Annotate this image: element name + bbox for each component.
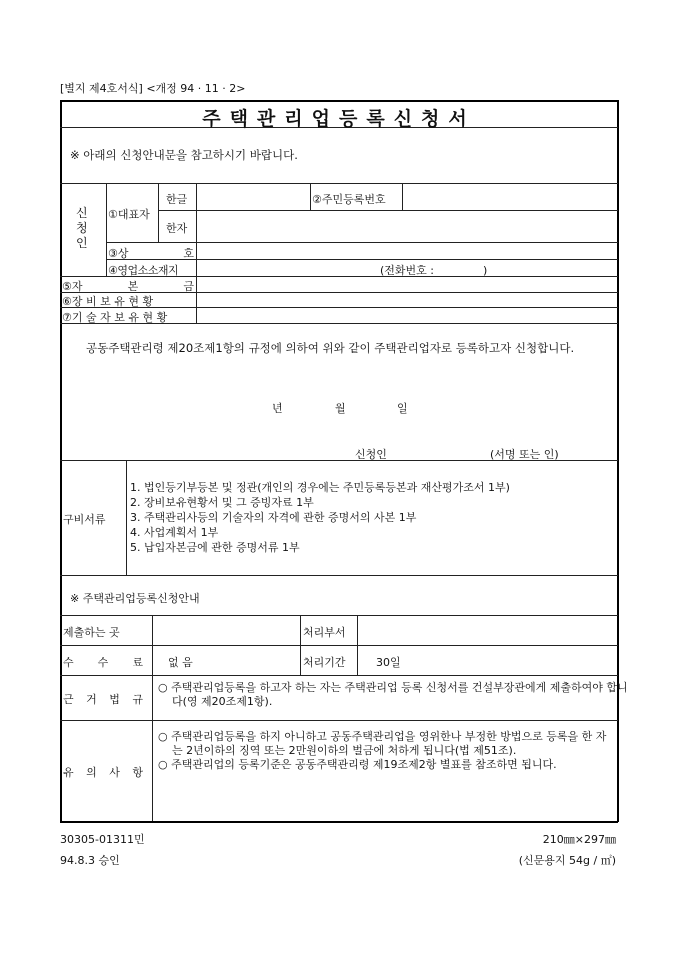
technicians-field[interactable] xyxy=(198,309,616,322)
trade-name-label: ③상 호 xyxy=(108,247,194,260)
representative-label: ①대표자 xyxy=(108,208,150,221)
equipment-label: ⑥장 비 보 유 현 황 xyxy=(62,295,154,308)
list-item: 2. 장비보유현황서 및 그 증빙자료 1부 xyxy=(130,496,314,509)
approval-date: 94.8.3 승인 xyxy=(60,854,120,867)
form-number-label: [별지 제4호서식] <개정 94 · 11 · 2> xyxy=(60,82,246,95)
period-value: 30일 xyxy=(376,656,401,669)
applicant-sign-label: 신청인 xyxy=(355,448,387,461)
declaration-text: 공동주택관리령 제20조제1항의 규정에 의하여 위와 같이 주택관리업자로 등록하고자 신청합니다. xyxy=(86,341,575,355)
technicians-label: ⑦기 술 자 보 유 현 황 xyxy=(62,311,168,324)
office-address-field[interactable] xyxy=(198,261,368,274)
notes-label: 유 의 사 항 xyxy=(63,766,143,779)
form-title: 주택관리업등록신청서 xyxy=(202,108,476,130)
name-hanja-field[interactable] xyxy=(198,212,616,240)
fee-label: 수 수 료 xyxy=(63,656,143,669)
list-item: ○ 주택관리업의 등록기준은 공동주택관리령 제19조제2항 별표를 참조하면 됩니다. xyxy=(158,758,557,771)
legal-basis-text: ○ 주택관리업등록을 하고자 하는 자는 주택관리업 등록 신청서를 건설부장관에게 제출하여야 합니다(영 제20조제1항). xyxy=(158,681,628,708)
date-year: 년 xyxy=(272,402,283,415)
guide-title: ※ 주택관리업등록신청안내 xyxy=(70,592,200,605)
resident-number-field[interactable] xyxy=(404,185,616,208)
hanja-label: 한자 xyxy=(166,222,188,235)
list-item: ○ 주택관리업등록을 하지 아니하고 공동주택관리업을 영위한나 부정한 방법으로 등록을 한 자는 2년이하의 징역 또는 2만원이하의 벌금에 처하게 됩니다(법 제51조). xyxy=(158,730,607,757)
list-item: 5. 납입자본금에 관한 증명서류 1부 xyxy=(130,541,300,554)
equipment-field[interactable] xyxy=(198,293,616,306)
capital-label: ⑤자 본 금 xyxy=(62,280,194,293)
date-day: 일 xyxy=(397,402,408,415)
resident-number-label: ②주민등록번호 xyxy=(312,193,386,206)
paper-size: 210㎜×297㎜ xyxy=(542,833,616,846)
submit-to-label: 제출하는 곳 xyxy=(63,626,120,639)
fee-value: 없 음 xyxy=(168,656,193,669)
documents-list xyxy=(130,480,510,555)
paper-type: (신문용지 54g / ㎡) xyxy=(518,854,616,867)
legal-basis-label: 근 거 법 규 xyxy=(63,693,143,706)
list-item: 1. 법인등기부등본 및 정관(개인의 경우에는 주민등록등본과 재산평가조서 1부) xyxy=(130,481,510,494)
capital-field[interactable] xyxy=(198,278,616,291)
list-item: 3. 주택관리사등의 기술자의 자격에 관한 증명서의 사본 1부 xyxy=(130,511,417,524)
signature-field[interactable]: (서명 또는 인) xyxy=(490,448,559,461)
list-item: 4. 사업계획서 1부 xyxy=(130,526,219,539)
applicant-side-label: 신 청 인 xyxy=(76,206,88,250)
phone-label: (전화번호 : ) xyxy=(380,264,488,277)
name-hangul-field[interactable] xyxy=(198,185,308,208)
notice-text: ※ 아래의 신청안내문을 참고하시기 바랍니다. xyxy=(70,148,298,162)
office-address-label: ④영업소소재지 xyxy=(108,264,179,277)
form-code: 30305-01311민 xyxy=(60,833,145,846)
trade-name-field[interactable] xyxy=(198,244,616,257)
date-month: 월 xyxy=(335,402,346,415)
notes-list xyxy=(158,730,614,772)
department-label: 처리부서 xyxy=(303,626,346,639)
period-label: 처리기간 xyxy=(303,656,346,669)
documents-label: 구비서류 xyxy=(63,513,106,526)
hangul-label: 한글 xyxy=(166,193,188,206)
